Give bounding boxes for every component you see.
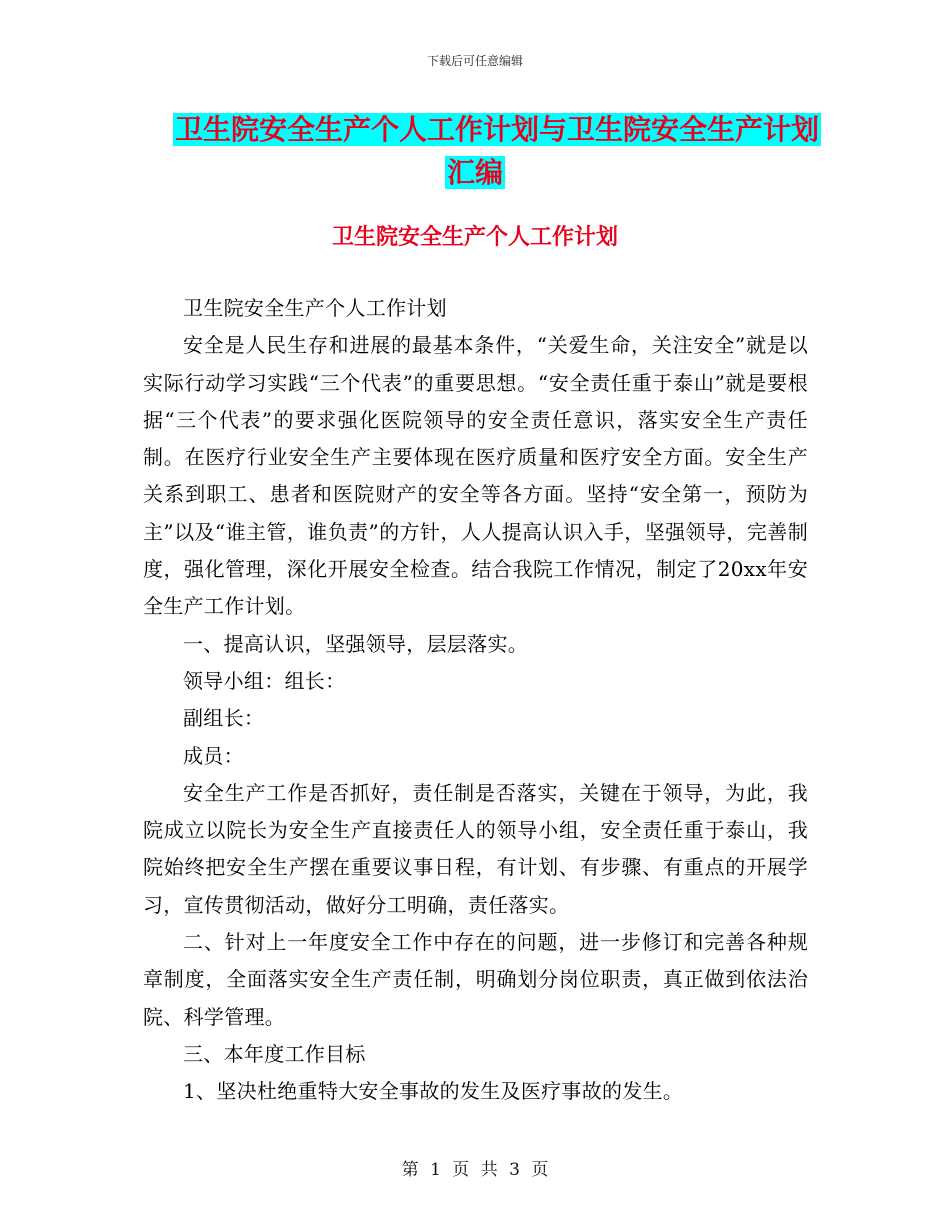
paragraph-deputy-leader: 副组长： — [183, 706, 265, 731]
section-title: 卫生院安全生产个人工作计划 — [331, 225, 618, 250]
paragraph-item-one: 一、提高认识，坚强领导，层层落实。 — [183, 631, 529, 656]
paragraph-plan-heading: 卫生院安全生产个人工作计划 — [183, 296, 447, 320]
document-title-line-1 — [22, 110, 950, 150]
paragraph-leader-group: 领导小组：组长： — [183, 668, 346, 693]
document-title-line-2 — [0, 153, 950, 193]
paragraph-goal-one: 1、坚决杜绝重特大安全事故的发生及医疗事故的发生。 — [183, 1079, 684, 1104]
page-footer: 第 1 页 共 3 页 — [401, 1160, 549, 1180]
paragraph-intro: 安全是人民生存和进展的最基本条件，“关爱生命，关注安全”就是以实际行动学习实践“三个代表”的重要思想。“安全责任重于泰山”就是要根据“三个代表”的要求强化医院领导的安全责任意识，落实安全生产责任制。在医疗行业安全生产主要体现在医疗质量和医疗安全方面。安全生产关系到职工、患者和医院财产的安全等各方面。坚持“安全第一，预防为主”以及“谁主管，谁负责”的方针，人人提高认识入手，坚强领导，完善制度，强化管理，深化开展安全检查。结合我院工作情况，制定了20xx年安全生产工作计划。 — [143, 333, 808, 619]
document-body — [143, 290, 808, 1111]
document-title-text-2: 汇编 — [446, 156, 503, 189]
header-note: 下载后可任意编辑 — [426, 54, 523, 68]
paragraph-responsibility: 安全生产工作是否抓好，责任制是否落实，关键在于领导，为此，我院成立以院长为安全生产直接责任人的领导小组，安全责任重于泰山，我院始终把安全生产摆在重要议事日程，有计划、有步骤、有重点的开展学习，宣传贯彻活动，做好分工明确，责任落实。 — [143, 780, 808, 917]
paragraph-item-two: 二、针对上一年度安全工作中存在的问题，进一步修订和完善各种规章制度，全面落实安全生产责任制，明确划分岗位职责，真正做到依法治院、科学管理。 — [143, 930, 808, 1029]
paragraph-item-three: 三、本年度工作目标 — [183, 1041, 366, 1066]
document-title-text-1: 卫生院安全生产个人工作计划与卫生院安全生产计划 — [174, 113, 819, 146]
paragraph-members: 成员： — [183, 743, 244, 768]
